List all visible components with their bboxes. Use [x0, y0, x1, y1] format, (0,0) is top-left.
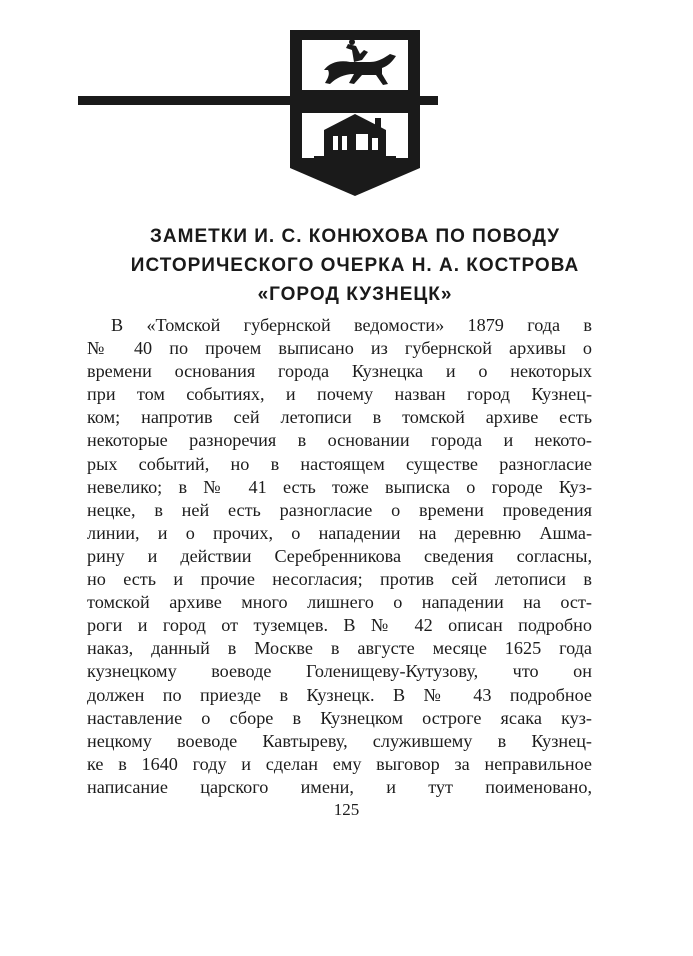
text-line: написание царского имени, и тут поименовано,	[87, 776, 592, 797]
text-line: времени основания города Кузнецка и о некоторых	[87, 361, 592, 382]
text-line: томской архиве много лишнего о нападении на ост-	[87, 592, 592, 613]
text-line: наказ, данный в Москве в августе месяце 1625 года	[87, 638, 592, 659]
text-line: должен по приезде в Кузнецк. В № 43 подробное	[87, 684, 592, 705]
text-line: роги и город от туземцев. В № 42 описан подробно	[87, 615, 592, 636]
text-line: ком; напротив сей летописи в томской архиве есть	[87, 407, 592, 428]
text-line: некоторые разноречия в основании города и некото-	[87, 430, 592, 451]
text-line: В «Томской губернской ведомости» 1879 года в	[111, 315, 592, 335]
title-line-1: ЗАМЕТКИ И. С. КОНЮХОВА ПО ПОВОДУ	[150, 226, 560, 247]
text-line: но есть и прочие несогласия; против сей летописи в	[87, 569, 592, 590]
text-line: рых событий, но в настоящем существе разногласие	[87, 453, 592, 474]
page-number: 125	[333, 800, 360, 819]
text-line: невелико; в № 41 есть тоже выписка о городе Куз-	[87, 476, 592, 497]
article-body	[87, 314, 592, 799]
text-line: рину и действии Серебренникова сведения согласны,	[87, 545, 592, 566]
text-line: при том событиях, и почему назван город Кузнец-	[87, 384, 592, 405]
text-line: № 40 по прочем выписано из губернской архивы о	[87, 338, 592, 359]
text-line: наставление о сборе в Кузнецком остроге ясака куз-	[87, 707, 592, 728]
text-line: нецке, в ней есть разногласие о времени проведения	[87, 499, 592, 520]
city-emblem	[78, 18, 438, 198]
title-line-2: ИСТОРИЧЕСКОГО ОЧЕРКА Н. А. КОСТРОВА	[130, 255, 580, 276]
text-line: кузнецкому воеводе Голенищеву-Кутузову, что он	[87, 661, 592, 682]
article-title	[60, 222, 650, 309]
title-line-3: «ГОРОД КУЗНЕЦК»	[257, 284, 453, 305]
text-line: ке в 1640 году и сделан ему выговор за неправильное	[87, 753, 592, 774]
text-line: нецкому воеводе Кавтыреву, служившему в Кузнец-	[87, 730, 592, 751]
emblem-rule	[78, 96, 438, 105]
text-line: линии, и о прочих, о нападении на деревню Ашма-	[87, 522, 592, 543]
